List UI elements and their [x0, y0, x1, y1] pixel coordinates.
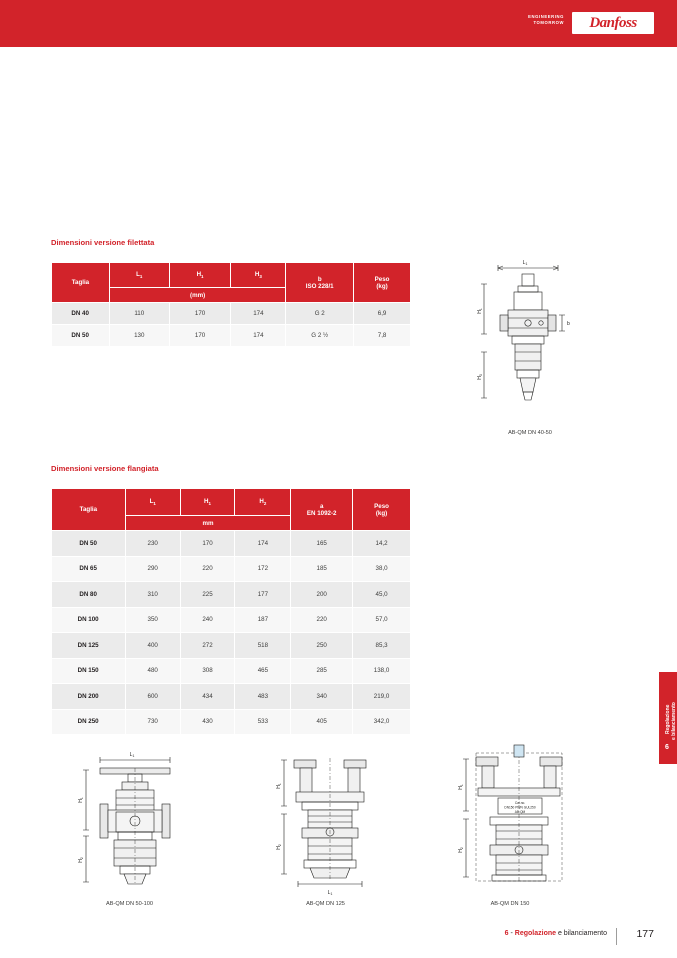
dim-label-h2: $H_2$ [78, 857, 84, 863]
table-row [52, 325, 411, 347]
chapter-side-tab-label: Regolazione [665, 704, 671, 734]
cell-a: 340 [291, 684, 353, 710]
cell-h1: 240 [180, 607, 235, 633]
cell-h1: 272 [180, 633, 235, 659]
cell-h2: 177 [235, 582, 291, 608]
danfoss-logo-text: Danfoss [589, 14, 637, 31]
cell-size: DN 250 [52, 709, 126, 735]
cell-weight: 14,2 [353, 531, 411, 557]
cell-h2: 174 [235, 531, 291, 557]
th-b-iso: b ISO 228/1 [286, 263, 354, 303]
th-l1: $L_1$ [125, 489, 180, 516]
th-h2: $H_2$ [235, 489, 291, 516]
table-row [52, 556, 411, 582]
cell-l1: 110 [109, 303, 169, 325]
cell-h1: 308 [180, 658, 235, 684]
cell-a: 200 [291, 582, 353, 608]
figure-caption-dn40-50: AB-QM DN 40-50 [508, 430, 552, 436]
footer-chapter-number: 6 [504, 930, 509, 937]
th-l1: $L_1$ [109, 263, 169, 288]
page-footer [0, 930, 677, 950]
threaded-dimensions-table [51, 262, 411, 347]
header-tagline [528, 14, 564, 26]
footer-chapter-subtitle: e bilanciamento [556, 930, 607, 937]
cell-l1: 230 [125, 531, 180, 557]
th-h1: $H_1$ [180, 489, 235, 516]
dim-label-h3: $H_3$ [477, 374, 483, 380]
cell-l1: 130 [109, 325, 169, 347]
chapter-side-tab-number: 6 [665, 744, 669, 751]
cell-h1: 170 [180, 531, 235, 557]
table-row [52, 303, 411, 325]
table-row [52, 633, 411, 659]
cell-size: DN 200 [52, 684, 126, 710]
dim-label-l1: $L_1$ [327, 890, 333, 896]
cell-weight: 38,0 [353, 556, 411, 582]
cell-weight: 57,0 [353, 607, 411, 633]
cell-a: 250 [291, 633, 353, 659]
cell-h2: 483 [235, 684, 291, 710]
figure-caption-dn50-100: AB-QM DN 50-100 [106, 901, 153, 907]
chapter-side-tab-label-2: e bilanciamento [671, 702, 677, 740]
cell-a: 165 [291, 531, 353, 557]
header-tagline-line2: TOMORROW [533, 20, 564, 25]
drawing-abqm-dn40-50 [470, 258, 590, 423]
section-title-flanged: Dimensioni versione flangiata [51, 464, 159, 473]
nameplate-line1: Cat.no. [514, 801, 526, 805]
cell-weight: 138,0 [353, 658, 411, 684]
cell-l1: 290 [125, 556, 180, 582]
flanged-dimensions-table [51, 488, 411, 735]
cell-size: DN 80 [52, 582, 126, 608]
header-tagline-line1: ENGINEERING [528, 14, 564, 19]
cell-h1: 170 [169, 303, 231, 325]
cell-l1: 730 [125, 709, 180, 735]
cell-l1: 310 [125, 582, 180, 608]
dim-label-l1: $L_1$ [129, 752, 135, 758]
cell-h2: 533 [235, 709, 291, 735]
cell-h1: 170 [169, 325, 231, 347]
cell-l1: 480 [125, 658, 180, 684]
drawing-abqm-dn125 [258, 742, 393, 897]
cell-a: 285 [291, 658, 353, 684]
page-number: 177 [636, 928, 654, 940]
th-size: Taglia [52, 263, 110, 303]
cell-weight: 6,9 [354, 303, 411, 325]
cell-weight: 342,0 [353, 709, 411, 735]
footer-divider [616, 928, 617, 945]
cell-h1: 430 [180, 709, 235, 735]
drawing-abqm-dn50-100 [62, 748, 197, 898]
cell-weight: 7,8 [354, 325, 411, 347]
cell-l1: 350 [125, 607, 180, 633]
cell-h1: 434 [180, 684, 235, 710]
th-unit-mm: mm [125, 516, 290, 531]
footer-chapter-title: Regolazione [514, 930, 557, 937]
table-row [52, 607, 411, 633]
section-title-threaded: Dimensioni versione filettata [51, 238, 155, 247]
nameplate-line3: AB-QM [514, 810, 526, 814]
cell-l1: 600 [125, 684, 180, 710]
dim-label-h1: $H_1$ [276, 783, 282, 789]
dim-label-h1: $H_1$ [458, 784, 464, 790]
cell-b: G 2 [286, 303, 354, 325]
th-h3: $H_3$ [231, 263, 286, 288]
figure-caption-dn125: AB-QM DN 125 [306, 901, 345, 907]
chapter-side-tab [659, 672, 677, 764]
cell-h2: 187 [235, 607, 291, 633]
cell-a: 220 [291, 607, 353, 633]
cell-h2: 465 [235, 658, 291, 684]
dim-label-h1: $H_1$ [477, 308, 483, 314]
drawing-abqm-dn150 [440, 735, 580, 897]
cell-weight: 85,3 [353, 633, 411, 659]
cell-h3: 174 [231, 325, 286, 347]
cell-b: G 2 ½ [286, 325, 354, 347]
cell-size: DN 125 [52, 633, 126, 659]
dim-label-l1: $L_1$ [522, 260, 528, 266]
cell-weight: 219,0 [353, 684, 411, 710]
th-weight: Peso (kg) [353, 489, 411, 531]
table-row [52, 582, 411, 608]
table-row [52, 658, 411, 684]
th-weight: Peso (kg) [354, 263, 411, 303]
dim-label-h2: $H_2$ [276, 844, 282, 850]
table-row [52, 531, 411, 557]
cell-h1: 225 [180, 582, 235, 608]
cell-weight: 45,0 [353, 582, 411, 608]
cell-a: 185 [291, 556, 353, 582]
cell-size: DN 40 [52, 303, 110, 325]
th-h1: $H_1$ [169, 263, 231, 288]
figure-caption-dn150: AB-QM DN 150 [490, 901, 530, 907]
cell-a: 405 [291, 709, 353, 735]
dim-label-h2: $H_2$ [458, 847, 464, 853]
cell-l1: 400 [125, 633, 180, 659]
th-unit-mm: (mm) [109, 288, 285, 303]
dim-label-h1: $H_1$ [78, 797, 84, 803]
table-row [52, 709, 411, 735]
th-size: Taglia [52, 489, 126, 531]
footer-chapter-sep: - [508, 930, 515, 937]
dim-label-b: b [567, 321, 570, 327]
danfoss-logo [572, 12, 654, 34]
cell-h3: 174 [231, 303, 286, 325]
cell-h1: 220 [180, 556, 235, 582]
table-row [52, 684, 411, 710]
cell-size: DN 150 [52, 658, 126, 684]
th-a-en: a EN 1092-2 [291, 489, 353, 531]
nameplate-line2: DN150 PN/N GUL250 [504, 805, 536, 810]
cell-size: DN 50 [52, 325, 110, 347]
cell-size: DN 65 [52, 556, 126, 582]
cell-size: DN 100 [52, 607, 126, 633]
cell-size: DN 50 [52, 531, 126, 557]
cell-h2: 518 [235, 633, 291, 659]
cell-h2: 172 [235, 556, 291, 582]
footer-chapter [505, 930, 607, 937]
